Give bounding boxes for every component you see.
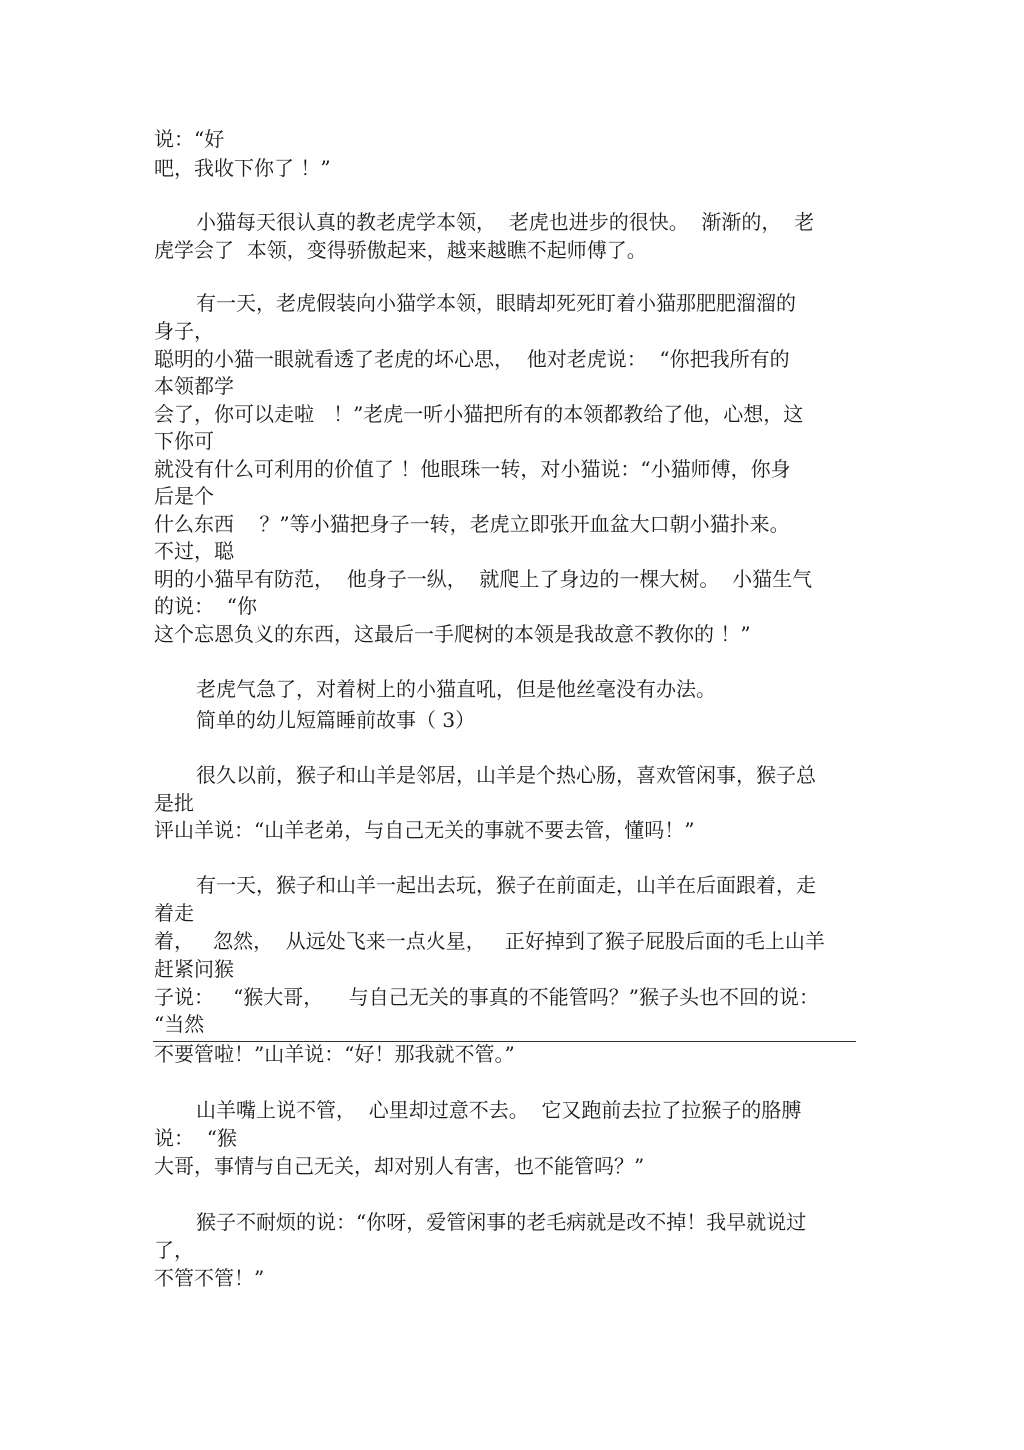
text-line: 身子，: [154, 319, 214, 343]
text-line: 下你可: [154, 429, 214, 453]
text-line: 山羊嘴上说不管， 心里却过意不去。 它又跑前去拉了拉猴子的胳膊: [196, 1098, 802, 1122]
text-line: 就没有什么可利用的价值了 ！他眼珠一转，对小猫说：“小猫师傅，你身: [154, 457, 791, 481]
text-line: 不管不管！”: [154, 1266, 265, 1290]
text-line: 很久以前，猴子和山羊是邻居，山羊是个热心肠，喜欢管闲事，猴子总: [196, 763, 816, 787]
text-line: 老虎气急了，对着树上的小猫直吼，但是他丝毫没有办法。: [196, 677, 716, 701]
text-line: 吧，我收下你了 ！”: [154, 156, 331, 180]
text-line: 聪明的小猫一眼就看透了老虎的坏心思， 他对老虎说： “你把我所有的: [154, 347, 790, 371]
text-line: 是批: [154, 791, 194, 815]
text-line: 说： “猴: [154, 1126, 237, 1150]
text-line: 评山羊说：“山羊老弟，与自己无关的事就不要去管，懂吗！”: [154, 818, 695, 842]
text-line: 会了，你可以走啦 ！”老虎一听小猫把所有的本领都教给了他，心想，这: [154, 402, 804, 426]
text-line: 本领都学: [154, 374, 234, 398]
text-line: 赶紧问猴: [154, 957, 234, 981]
text-line: 这个忘恩负义的东西，这最后一手爬树的本领是我故意不教你的 ！”: [154, 622, 751, 646]
text-line: 猴子不耐烦的说：“你呀，爱管闲事的老毛病就是改不掉！我早就说过: [196, 1210, 807, 1234]
text-line: 小猫每天很认真的教老虎学本领， 老虎也进步的很快。 渐渐的， 老: [196, 210, 815, 234]
text-line: 着走: [154, 901, 194, 925]
text-line: 大哥，事情与自己无关，却对别人有害，也不能管吗？”: [154, 1154, 645, 1178]
text-line: 有一天，猴子和山羊一起出去玩，猴子在前面走，山羊在后面跟着，走: [196, 873, 816, 897]
text-line: 着， 忽然， 从远处飞来一点火星， 正好掉到了猴子屁股后面的毛上山羊: [154, 929, 825, 953]
section-heading: 简单的幼儿短篇睡前故事（ 3）: [196, 708, 476, 732]
text-line: 子说： “猴大哥， 与自己无关的事真的不能管吗？”猴子头也不回的说：: [154, 985, 819, 1009]
text-line: “当然: [154, 1012, 205, 1036]
text-line: 后是个: [154, 484, 214, 508]
text-line: 有一天，老虎假装向小猫学本领，眼睛却死死盯着小猫那肥肥溜溜的: [196, 291, 796, 315]
text-line: 的说： “你: [154, 594, 257, 618]
text-line: 了，: [154, 1238, 194, 1262]
text-line: 不要管啦！”山羊说：“好！那我就不管。”: [154, 1042, 515, 1066]
text-line: 明的小猫早有防范， 他身子一纵， 就爬上了身边的一棵大树。 小猫生气: [154, 567, 813, 591]
text-line: 虎学会了 本领，变得骄傲起来，越来越瞧不起师傅了。: [154, 238, 647, 262]
text-line: 不过，聪: [154, 539, 234, 563]
text-line: 说：“好: [154, 127, 225, 151]
text-line: 什么东西 ？”等小猫把身子一转，老虎立即张开血盆大口朝小猫扑来。: [154, 512, 790, 536]
